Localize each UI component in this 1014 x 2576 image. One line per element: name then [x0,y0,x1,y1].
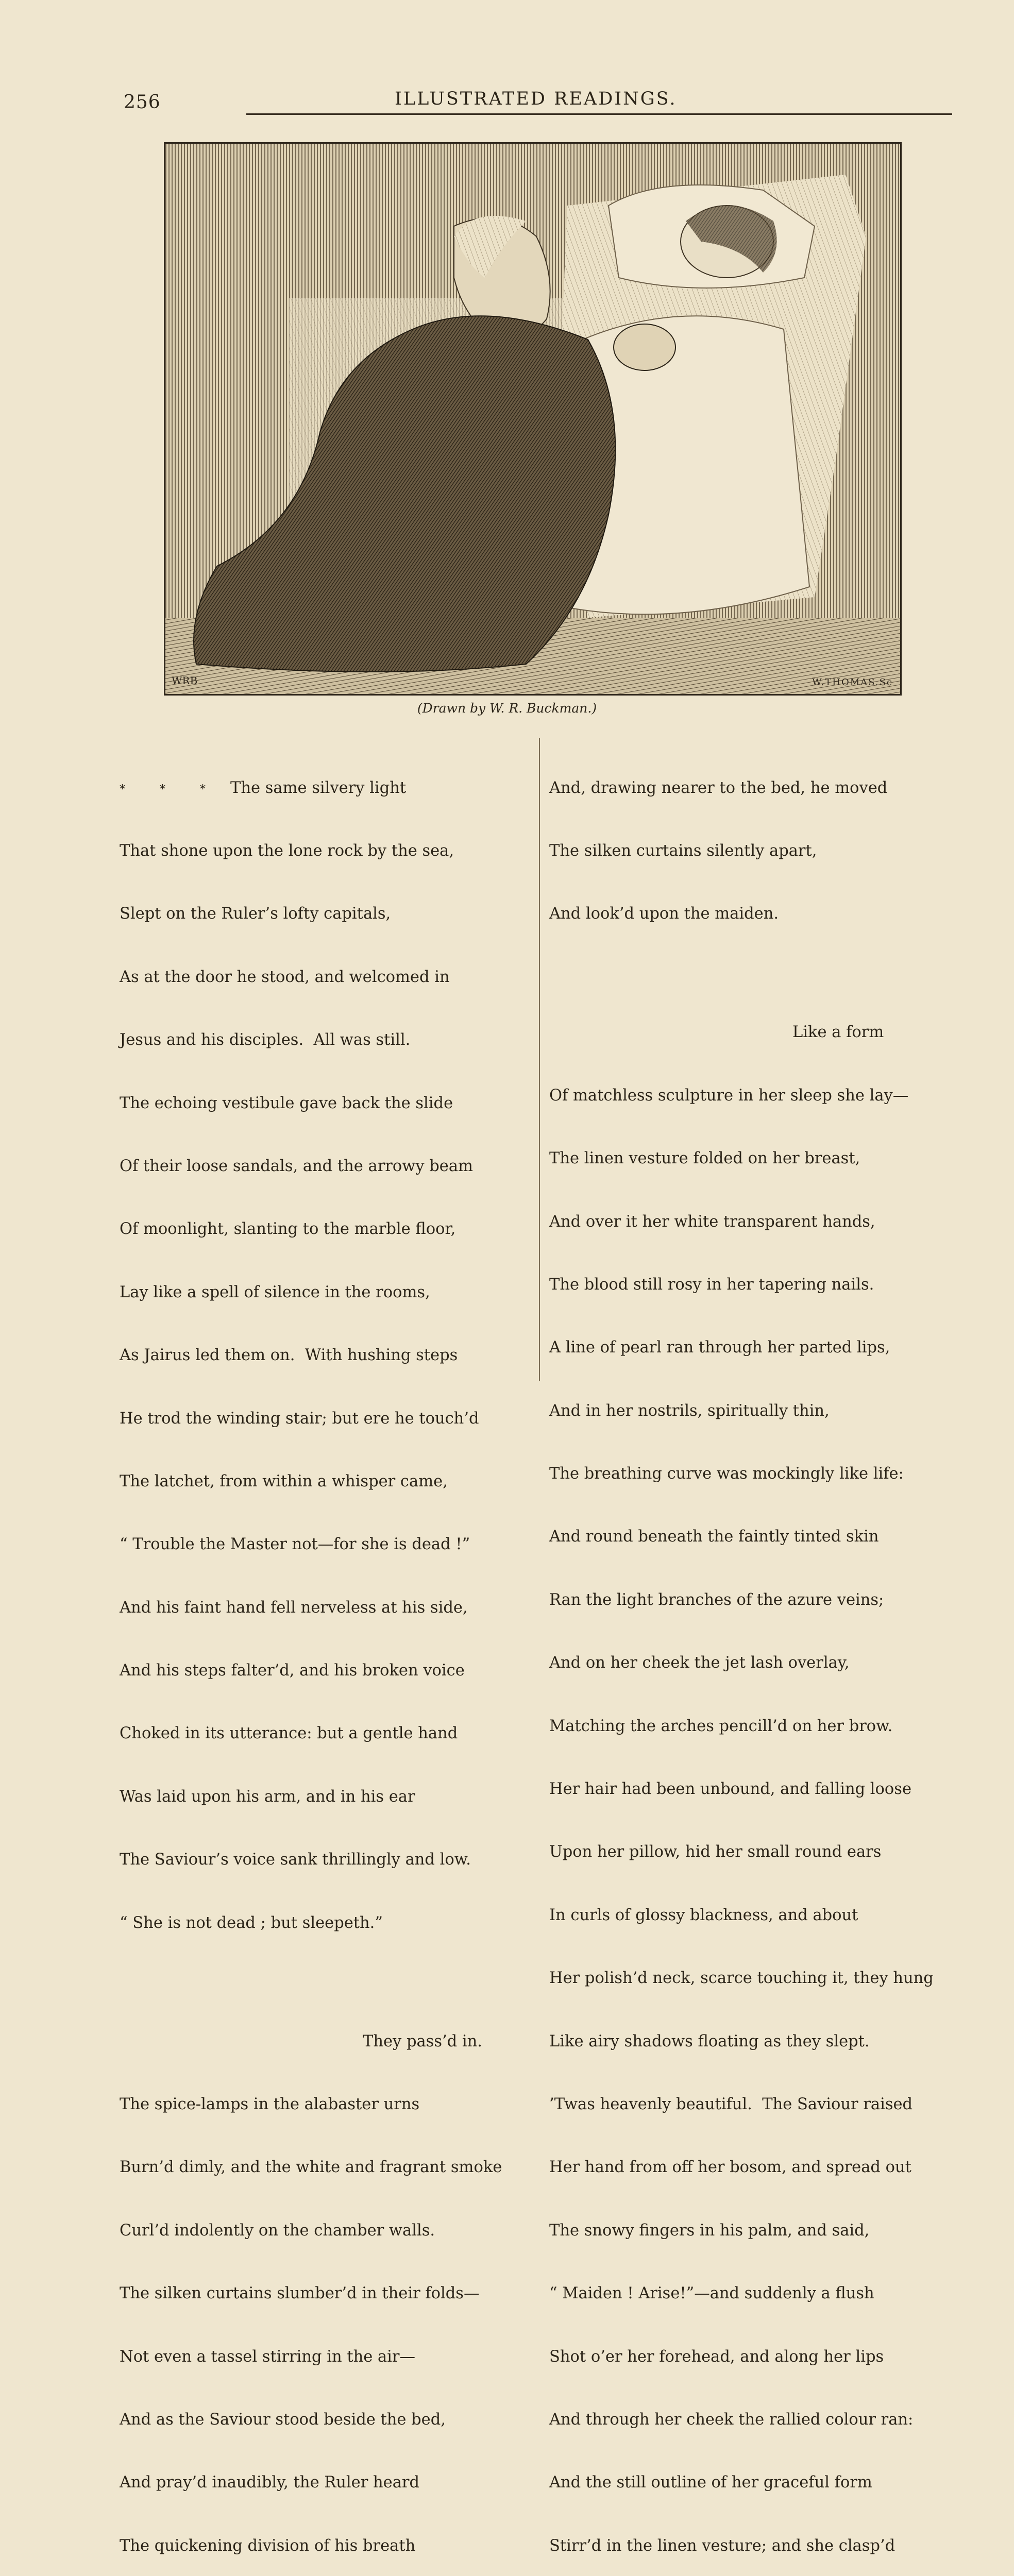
poem-line: Stirr’d in the linen vesture; and she clasp’d [549,2536,895,2555]
running-title: ILLUSTRATED READINGS. [395,89,677,109]
column-divider [539,738,540,1381]
poem-line: “ Maiden ! Arise!”—and suddenly a flush [549,2284,874,2303]
poem-line-text: The same silvery light [230,778,407,797]
poem-line: In curls of glossy blackness, and about [549,1906,858,1924]
poem-line: And his steps falter’d, and his broken voice [120,1662,465,1680]
poem-line: And over it her white transparent hands, [549,1212,875,1231]
poem-line: As Jairus led them on. With hushing steps [120,1346,458,1365]
poem-line: Jesus and his disciples. All was still. [120,1031,411,1049]
poem-line: The latchet, from within a whisper came, [120,1472,448,1490]
poem-line: The echoing vestibule gave back the slide [120,1094,453,1112]
poem-line: The silken curtains slumber’d in their folds— [120,2284,480,2303]
poem-line: Lay like a spell of silence in the rooms, [120,1283,430,1301]
engraver-signature: W.THOMAS.Sc [812,677,893,688]
poem-line: ’Twas heavenly beautiful. The Saviour raised [549,2095,913,2113]
poem-line: The spice-lamps in the alabaster urns [120,2095,420,2113]
poem-line: Was laid upon his arm, and in his ear [120,1787,415,1806]
engraver-monogram: WRB [172,674,198,687]
poem-line: Choked in its utterance: but a gentle hand [120,1724,458,1743]
poem-line: The quickening division of his breath [120,2536,416,2555]
poem-line: And the still outline of her graceful form [549,2473,872,2492]
poem-line: Not even a tassel stirring in the air— [120,2347,415,2366]
poem-line-indented: Like a form [792,1023,884,1042]
poem-line: He trod the winding stair; but ere he touch’d [120,1409,479,1428]
poem-line: Shot o’er her forehead, and along her lips [549,2347,884,2366]
engraving-drawing [165,144,900,694]
poem-line: And pray’d inaudibly, the Ruler heard [120,2473,419,2492]
poem-line: Curl’d indolently on the chamber walls. [120,2221,435,2240]
stanza-gap [120,1976,527,1989]
poem-line: That shone upon the lone rock by the sea, [120,841,454,860]
poem-left-column [120,736,527,2576]
poem-line: Burn’d dimly, and the white and fragrant smoke [120,2158,502,2177]
page-header [122,88,952,116]
poem-line: “ She is not dead ; but sleepeth.” [120,1913,383,1932]
illustration-caption: (Drawn by W. R. Buckman.) [417,701,597,716]
poem-line: And on her cheek the jet lash overlay, [549,1654,850,1672]
poem-line: Of matchless sculpture in her sleep she lay— [549,1086,909,1105]
poem-line: Ran the light branches of the azure veins; [549,1590,884,1609]
poem-line: Of moonlight, slanting to the marble floor, [120,1220,456,1239]
poem-line [120,778,527,799]
poem-line: The blood still rosy in her tapering nails. [549,1275,874,1294]
poem-line-indented: They pass’d in. [363,2032,482,2050]
poem-line: And look’d upon the maiden. [549,905,779,923]
page-number: 256 [124,92,161,113]
poem-line: Her polish’d neck, scarce touching it, they hung [549,1969,934,1988]
poem-line: Of their loose sandals, and the arrowy beam [120,1157,473,1175]
poem-line: The Saviour’s voice sank thrillingly and low. [120,1851,471,1869]
engraving-illustration [164,142,902,696]
poem-line: Matching the arches pencill’d on her brow. [549,1717,893,1735]
poem-line: Like airy shadows floating as they slept. [549,2032,870,2050]
poem-right-column [549,736,951,2576]
poem-line: The linen vesture folded on her breast, [549,1149,860,1168]
poem-line: And through her cheek the rallied colour ran: [549,2410,914,2429]
poem-line: And as the Saviour stood beside the bed, [120,2410,446,2429]
poem-line: And his faint hand fell nerveless at his side, [120,1598,468,1617]
poem-line: Her hair had been unbound, and falling loose [549,1780,911,1799]
poem-line: As at the door he stood, and welcomed in [120,968,450,986]
poem-line: And, drawing nearer to the bed, he moved [549,778,888,797]
stanza-gap [549,967,951,980]
header-rule [246,113,952,115]
section-stars: * * * [120,783,221,796]
poem-line: The silken curtains silently apart, [549,841,817,860]
poem-line: A line of pearl ran through her parted lips, [549,1338,890,1357]
poem-line: Her hand from off her bosom, and spread out [549,2158,911,2177]
poem-line: And round beneath the faintly tinted skin [549,1528,879,1546]
poem-line: The breathing curve was mockingly like life: [549,1465,904,1483]
poem-line: Slept on the Ruler’s lofty capitals, [120,905,391,923]
poem-line: “ Trouble the Master not—for she is dead !” [120,1535,470,1554]
poem-line: And in her nostrils, spiritually thin, [549,1401,830,1420]
poem-line: The snowy fingers in his palm, and said, [549,2221,870,2240]
poem-line: Upon her pillow, hid her small round ears [549,1843,882,1861]
